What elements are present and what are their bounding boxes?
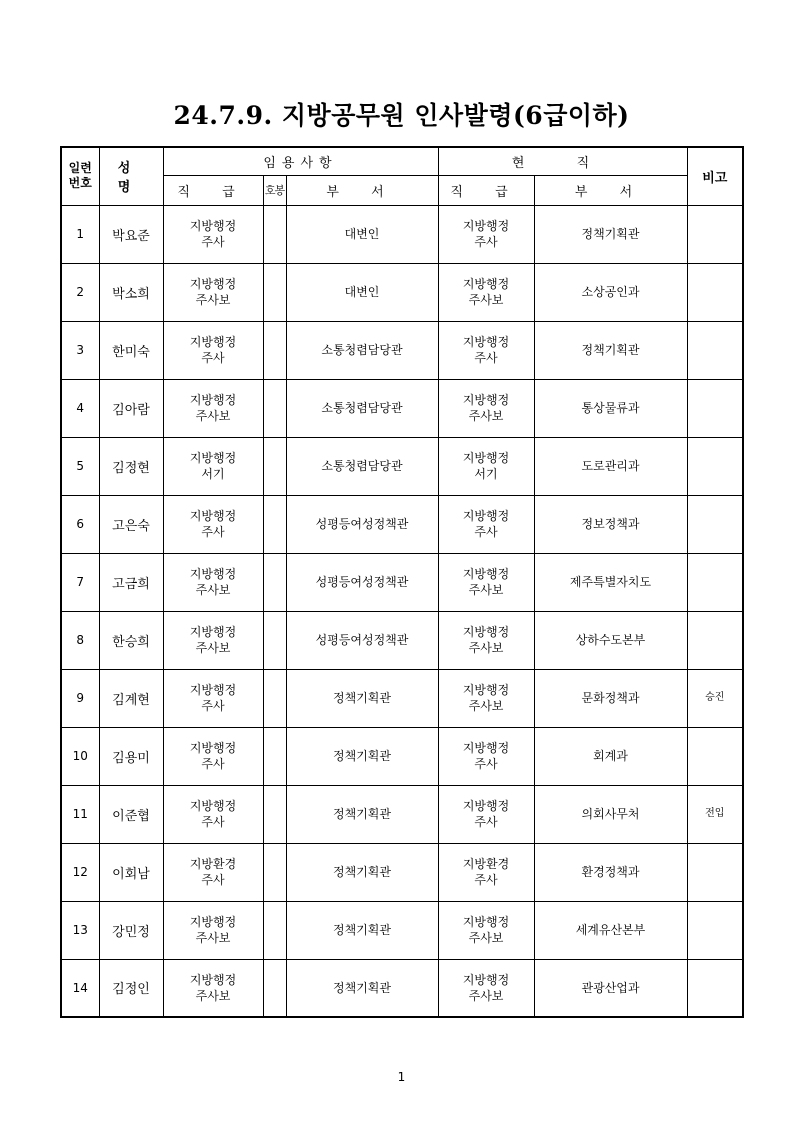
table-row [61, 901, 743, 959]
person-name: 한승희 [99, 611, 163, 669]
new-rank-grade: 주사보 [195, 931, 231, 945]
person-name: 강민정 [99, 901, 163, 959]
current-rank-series: 지방행정 [462, 683, 510, 697]
new-rank-series: 지방행정 [189, 915, 237, 929]
current-rank-grade: 주사보 [468, 583, 504, 597]
new-dept: 대변인 [286, 205, 438, 263]
new-rank [163, 959, 263, 1017]
table-row [61, 205, 743, 263]
new-rank-grade: 주사 [201, 235, 225, 249]
current-dept: 정책기획관 [534, 205, 687, 263]
new-rank-series: 지방행정 [189, 393, 237, 407]
new-dept: 소통청렴담당관 [286, 379, 438, 437]
new-rank [163, 553, 263, 611]
seq-number: 1 [61, 205, 99, 263]
new-step [263, 205, 286, 263]
new-dept: 대변인 [286, 263, 438, 321]
new-rank-grade: 주사보 [195, 583, 231, 597]
new-dept: 성평등여성정책관 [286, 495, 438, 553]
table-row [61, 959, 743, 1017]
current-rank-grade: 주사 [474, 757, 498, 771]
personnel-table [60, 146, 744, 1018]
seq-number: 13 [61, 901, 99, 959]
new-rank-grade: 주사보 [195, 641, 231, 655]
current-rank [438, 321, 534, 379]
new-rank [163, 437, 263, 495]
seq-number: 11 [61, 785, 99, 843]
new-rank [163, 901, 263, 959]
new-step [263, 611, 286, 669]
new-dept: 정책기획관 [286, 959, 438, 1017]
current-dept: 소상공인과 [534, 263, 687, 321]
current-rank [438, 611, 534, 669]
current-dept: 환경정책과 [534, 843, 687, 901]
new-dept: 정책기획관 [286, 669, 438, 727]
new-rank-series: 지방행정 [189, 683, 237, 697]
current-rank-grade: 주사보 [468, 641, 504, 655]
table-row [61, 669, 743, 727]
note [687, 959, 743, 1017]
new-step [263, 379, 286, 437]
header-new-rank: 직 급 [163, 175, 263, 205]
new-rank-series: 지방행정 [189, 451, 237, 465]
new-rank-grade: 주사 [201, 757, 225, 771]
seq-number: 2 [61, 263, 99, 321]
current-dept: 정책기획관 [534, 321, 687, 379]
note [687, 321, 743, 379]
seq-number: 7 [61, 553, 99, 611]
current-dept: 도로관리과 [534, 437, 687, 495]
table-row [61, 785, 743, 843]
current-dept: 통상물류과 [534, 379, 687, 437]
current-rank-series: 지방행정 [462, 915, 510, 929]
current-rank-series: 지방행정 [462, 625, 510, 639]
new-step [263, 263, 286, 321]
current-rank [438, 553, 534, 611]
current-rank [438, 959, 534, 1017]
new-rank-series: 지방행정 [189, 799, 237, 813]
new-rank-grade: 주사 [201, 699, 225, 713]
table-row [61, 843, 743, 901]
new-rank-grade: 주사보 [195, 409, 231, 423]
new-rank [163, 495, 263, 553]
header-cur-dept: 부 서 [534, 175, 687, 205]
new-rank [163, 727, 263, 785]
note: 전입 [687, 785, 743, 843]
table-row [61, 263, 743, 321]
current-rank [438, 205, 534, 263]
current-rank-series: 지방행정 [462, 799, 510, 813]
new-rank-grade: 주사보 [195, 293, 231, 307]
person-name: 박소희 [99, 263, 163, 321]
new-dept: 성평등여성정책관 [286, 553, 438, 611]
header-cur-rank: 직 급 [438, 175, 534, 205]
new-rank-series: 지방행정 [189, 741, 237, 755]
note [687, 611, 743, 669]
new-step [263, 553, 286, 611]
current-rank [438, 379, 534, 437]
new-step [263, 321, 286, 379]
header-appointment: 임용사항 [163, 147, 438, 175]
header-name: 성 명 [99, 147, 163, 205]
new-rank [163, 379, 263, 437]
header-note: 비고 [687, 147, 743, 205]
new-dept: 소통청렴담당관 [286, 321, 438, 379]
new-dept: 소통청렴담당관 [286, 437, 438, 495]
current-rank [438, 495, 534, 553]
note [687, 727, 743, 785]
new-step [263, 495, 286, 553]
current-rank-series: 지방행정 [462, 509, 510, 523]
current-rank [438, 843, 534, 901]
new-rank-series: 지방행정 [189, 219, 237, 233]
new-rank-grade: 주사 [201, 351, 225, 365]
current-rank-grade: 주사보 [468, 293, 504, 307]
note [687, 495, 743, 553]
current-rank-series: 지방행정 [462, 451, 510, 465]
seq-number: 14 [61, 959, 99, 1017]
current-rank-series: 지방행정 [462, 335, 510, 349]
current-rank [438, 669, 534, 727]
new-rank [163, 669, 263, 727]
new-dept: 성평등여성정책관 [286, 611, 438, 669]
header-row-1 [61, 147, 743, 175]
note [687, 901, 743, 959]
new-step [263, 669, 286, 727]
current-rank-series: 지방행정 [462, 393, 510, 407]
header-row-2 [61, 175, 743, 205]
header-new-dept: 부 서 [286, 175, 438, 205]
current-rank [438, 785, 534, 843]
new-dept: 정책기획관 [286, 785, 438, 843]
current-rank-series: 지방행정 [462, 741, 510, 755]
page-number: 1 [397, 1070, 406, 1084]
new-rank-grade: 주사 [201, 525, 225, 539]
current-dept: 회계과 [534, 727, 687, 785]
seq-number: 4 [61, 379, 99, 437]
header-step: 호봉 [263, 175, 286, 205]
seq-number: 9 [61, 669, 99, 727]
note [687, 843, 743, 901]
current-dept: 관광산업과 [534, 959, 687, 1017]
current-rank-grade: 주사 [474, 873, 498, 887]
table-row [61, 611, 743, 669]
new-rank-series: 지방행정 [189, 567, 237, 581]
new-step [263, 727, 286, 785]
new-rank-series: 지방행정 [189, 625, 237, 639]
header-seq [61, 147, 99, 205]
person-name: 김계현 [99, 669, 163, 727]
current-rank-grade: 주사 [474, 235, 498, 249]
current-rank [438, 437, 534, 495]
current-rank-series: 지방행정 [462, 972, 510, 987]
table-row [61, 437, 743, 495]
current-rank-series: 지방행정 [462, 567, 510, 581]
new-step [263, 959, 286, 1017]
current-rank-grade: 주사 [474, 815, 498, 829]
header-current: 현 직 [438, 147, 687, 175]
new-dept: 정책기획관 [286, 727, 438, 785]
person-name: 이준협 [99, 785, 163, 843]
current-rank-series: 지방행정 [462, 219, 510, 233]
table-row [61, 727, 743, 785]
current-rank-series: 지방행정 [462, 277, 510, 291]
current-dept: 정보정책과 [534, 495, 687, 553]
note [687, 553, 743, 611]
new-rank-series: 지방행정 [189, 509, 237, 523]
new-rank-series: 지방행정 [189, 335, 237, 349]
new-dept: 정책기획관 [286, 901, 438, 959]
new-rank [163, 321, 263, 379]
current-rank [438, 901, 534, 959]
current-dept: 세계유산본부 [534, 901, 687, 959]
current-dept: 상하수도본부 [534, 611, 687, 669]
new-rank [163, 205, 263, 263]
new-rank-grade: 주사 [201, 815, 225, 829]
note: 승진 [687, 669, 743, 727]
table-row [61, 321, 743, 379]
new-rank-series: 지방행정 [189, 972, 237, 987]
current-dept: 제주특별자치도 [534, 553, 687, 611]
person-name: 김아람 [99, 379, 163, 437]
person-name: 이회남 [99, 843, 163, 901]
new-rank [163, 263, 263, 321]
current-dept: 문화정책과 [534, 669, 687, 727]
new-rank-grade: 서기 [201, 467, 225, 481]
current-rank-grade: 주사 [474, 351, 498, 365]
note [687, 263, 743, 321]
new-rank-grade: 주사보 [195, 988, 231, 1003]
header-seq-line1: 일련 [68, 161, 92, 176]
current-rank-grade: 서기 [474, 467, 498, 481]
current-rank-grade: 주사 [474, 525, 498, 539]
current-rank-grade: 주사보 [468, 988, 504, 1003]
new-step [263, 901, 286, 959]
new-step [263, 437, 286, 495]
new-rank-series: 지방환경 [189, 857, 237, 871]
person-name: 고금희 [99, 553, 163, 611]
new-rank [163, 785, 263, 843]
person-name: 김용미 [99, 727, 163, 785]
current-rank-grade: 주사보 [468, 699, 504, 713]
new-step [263, 843, 286, 901]
table-row [61, 495, 743, 553]
current-rank [438, 263, 534, 321]
current-rank-grade: 주사보 [468, 409, 504, 423]
seq-number: 5 [61, 437, 99, 495]
person-name: 김정인 [99, 959, 163, 1017]
note [687, 437, 743, 495]
seq-number: 10 [61, 727, 99, 785]
new-rank-grade: 주사 [201, 873, 225, 887]
new-step [263, 785, 286, 843]
seq-number: 8 [61, 611, 99, 669]
table-row [61, 379, 743, 437]
person-name: 한미숙 [99, 321, 163, 379]
seq-number: 6 [61, 495, 99, 553]
note [687, 379, 743, 437]
person-name: 고은숙 [99, 495, 163, 553]
new-rank [163, 611, 263, 669]
new-rank-series: 지방행정 [189, 277, 237, 291]
note [687, 205, 743, 263]
current-dept: 의회사무처 [534, 785, 687, 843]
person-name: 박요준 [99, 205, 163, 263]
document-title: 24.7.9. 지방공무원 인사발령(6급이하) [173, 101, 630, 130]
new-rank [163, 843, 263, 901]
header-seq-line2: 번호 [68, 176, 92, 191]
table-row [61, 553, 743, 611]
person-name: 김정현 [99, 437, 163, 495]
new-dept: 정책기획관 [286, 843, 438, 901]
current-rank-grade: 주사보 [468, 931, 504, 945]
seq-number: 3 [61, 321, 99, 379]
current-rank-series: 지방환경 [462, 857, 510, 871]
current-rank [438, 727, 534, 785]
seq-number: 12 [61, 843, 99, 901]
